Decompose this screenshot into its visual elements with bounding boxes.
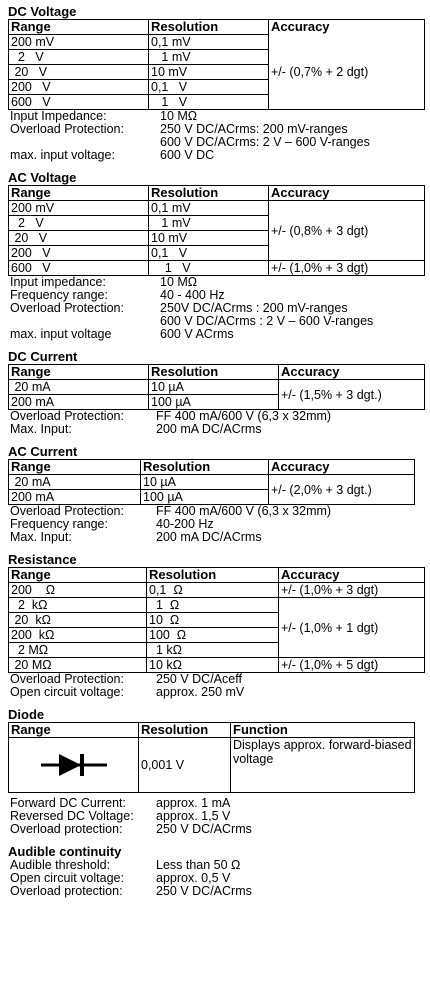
section-title: DC Voltage [8, 4, 77, 19]
header-range: Range [9, 20, 149, 35]
header-range: Range [9, 365, 149, 380]
prop-value: 10 MΩ [160, 275, 198, 289]
prop-key: Reversed DC Voltage: [10, 809, 134, 823]
resolution-cell: 100 µA [149, 395, 279, 410]
prop-key: Overload protection: [10, 884, 123, 898]
continuity-section [8, 844, 424, 898]
dc-current-section [8, 349, 424, 436]
range-cell: 200 kΩ [9, 628, 147, 643]
accuracy-cell: +/- (0,7% + 2 dgt) [269, 35, 425, 110]
header-range: Range [9, 460, 141, 475]
range-cell: 200 mV [9, 35, 149, 50]
range-cell: 200 mA [9, 395, 149, 410]
resolution-cell: 100 µA [141, 490, 269, 505]
prop-row [10, 686, 424, 699]
resolution-cell: 10 kΩ [147, 658, 279, 673]
range-cell [9, 738, 139, 793]
accuracy-cell: +/- (0,8% + 3 dgt) [269, 201, 425, 261]
table-row [9, 380, 425, 395]
resolution-cell: 1 mV [149, 50, 269, 65]
table-row [9, 738, 415, 793]
dc-voltage-props [10, 110, 424, 162]
dc-current-table [8, 364, 425, 410]
prop-value: FF 400 mA/600 V (6,3 x 32mm) [156, 504, 332, 518]
section-title: AC Current [8, 444, 78, 459]
range-cell: 2 V [9, 50, 149, 65]
resolution-cell: 1 V [149, 261, 269, 276]
prop-key: Open circuit voltage: [10, 685, 124, 699]
prop-row [10, 885, 424, 898]
resolution-cell: 1 Ω [147, 598, 279, 613]
prop-value: 200 mA DC/ACrms [156, 422, 262, 436]
prop-key: max. input voltage: [10, 148, 115, 162]
range-cell: 2 V [9, 216, 149, 231]
prop-value: 600 V DC [160, 148, 215, 162]
table-header-row [9, 723, 415, 738]
prop-value: 600 V ACrms [160, 327, 234, 341]
resolution-cell: 1 mV [149, 216, 269, 231]
prop-value: Less than 50 Ω [156, 858, 241, 872]
diode-props [10, 797, 424, 836]
range-cell: 20 V [9, 231, 149, 246]
prop-key: Forward DC Current: [10, 796, 126, 810]
function-cell: Displays approx. forward-biased voltage [231, 738, 415, 793]
prop-row [10, 531, 424, 544]
prop-key: Overload Protection: [10, 504, 124, 518]
resolution-cell: 10 mV [149, 65, 269, 80]
prop-key: Audible threshold: [10, 858, 111, 872]
resolution-cell: 0,1 Ω [147, 583, 279, 598]
accuracy-cell: +/- (1,0% + 1 dgt) [279, 598, 425, 658]
range-cell: 600 V [9, 261, 149, 276]
header-resolution: Resolution [149, 20, 269, 35]
prop-key: Open circuit voltage: [10, 871, 124, 885]
resolution-cell: 1 kΩ [147, 643, 279, 658]
prop-row [10, 423, 424, 436]
resolution-cell: 1 V [149, 95, 269, 110]
prop-value: 250 V DC/Aceff [156, 672, 242, 686]
header-accuracy: Accuracy [269, 186, 425, 201]
header-accuracy: Accuracy [269, 20, 425, 35]
prop-value: approx. 250 mV [156, 685, 245, 699]
dc-voltage-table [8, 19, 425, 110]
prop-value: 250 V DC/ACrms [156, 884, 252, 898]
diode-symbol-icon [39, 750, 109, 780]
resolution-cell: 10 Ω [147, 613, 279, 628]
table-row [9, 583, 425, 598]
prop-key: Frequency range: [10, 288, 108, 302]
section-title: Audible continuity [8, 844, 122, 859]
resolution-cell: 100 Ω [147, 628, 279, 643]
resolution-cell: 0,1 V [149, 80, 269, 95]
prop-row [10, 823, 424, 836]
range-cell: 20 mA [9, 475, 141, 490]
prop-value: 250V DC/ACrms : 200 mV-ranges [160, 301, 348, 315]
range-cell: 2 MΩ [9, 643, 147, 658]
resolution-cell: 0,1 V [149, 246, 269, 261]
table-row [9, 598, 425, 613]
prop-value: 600 V DC/ACrms: 2 V – 600 V-ranges [160, 135, 370, 149]
prop-value: approx. 1 mA [156, 796, 231, 810]
ac-current-props [10, 505, 424, 544]
table-row [9, 475, 415, 490]
prop-value: 250 V DC/ACrms [156, 822, 252, 836]
dc-current-props [10, 410, 424, 436]
range-cell: 20 kΩ [9, 613, 147, 628]
diode-table [8, 722, 415, 793]
section-title: AC Voltage [8, 170, 77, 185]
table-header-row [9, 568, 425, 583]
header-range: Range [9, 186, 149, 201]
prop-key: Overload protection: [10, 822, 123, 836]
prop-key: Frequency range: [10, 517, 108, 531]
range-cell: 20 V [9, 65, 149, 80]
accuracy-cell: +/- (1,0% + 3 dgt) [279, 583, 425, 598]
resolution-cell: 10 µA [149, 380, 279, 395]
resolution-cell: 10 mV [149, 231, 269, 246]
ac-voltage-table [8, 185, 425, 276]
table-row [9, 658, 425, 673]
header-range: Range [9, 568, 147, 583]
diode-section [8, 707, 424, 836]
range-cell: 200 V [9, 246, 149, 261]
prop-value: 10 MΩ [160, 109, 198, 123]
prop-key: max. input voltage [10, 327, 112, 341]
range-cell: 200 mA [9, 490, 141, 505]
prop-value: FF 400 mA/600 V (6,3 x 32mm) [156, 409, 332, 423]
table-header-row [9, 365, 425, 380]
table-row [9, 261, 425, 276]
prop-value: approx. 1,5 V [156, 809, 231, 823]
table-header-row [9, 460, 415, 475]
section-title: DC Current [8, 349, 78, 364]
ac-voltage-section [8, 170, 424, 341]
resistance-section [8, 552, 424, 699]
header-resolution: Resolution [141, 460, 269, 475]
prop-key: Max. Input: [10, 530, 72, 544]
header-resolution: Resolution [147, 568, 279, 583]
header-range: Range [9, 723, 139, 738]
dc-voltage-section [8, 4, 424, 162]
ac-voltage-props [10, 276, 424, 341]
table-row [9, 201, 425, 216]
prop-row [10, 328, 424, 341]
continuity-props [10, 859, 424, 898]
prop-key: Overload Protection: [10, 672, 124, 686]
prop-key: Max. Input: [10, 422, 72, 436]
prop-value: 40 - 400 Hz [160, 288, 225, 302]
prop-key: Overload Protection: [10, 122, 124, 136]
accuracy-cell: +/- (1,0% + 3 dgt) [269, 261, 425, 276]
table-row [9, 35, 425, 50]
prop-row [10, 149, 424, 162]
range-cell: 600 V [9, 95, 149, 110]
resistance-props [10, 673, 424, 699]
table-header-row [9, 20, 425, 35]
header-resolution: Resolution [149, 186, 269, 201]
table-header-row [9, 186, 425, 201]
resolution-cell: 0,1 mV [149, 35, 269, 50]
resolution-cell: 10 µA [141, 475, 269, 490]
prop-value: 200 mA DC/ACrms [156, 530, 262, 544]
header-accuracy: Accuracy [269, 460, 415, 475]
prop-value: 250 V DC/ACrms: 200 mV-ranges [160, 122, 348, 136]
accuracy-cell: +/- (1,5% + 3 dgt.) [279, 380, 425, 410]
ac-current-section [8, 444, 424, 544]
prop-key: Input Impedance: [10, 109, 107, 123]
section-title: Resistance [8, 552, 77, 567]
prop-key: Overload Protection: [10, 301, 124, 315]
resistance-table [8, 567, 425, 673]
accuracy-cell: +/- (2,0% + 3 dgt.) [269, 475, 415, 505]
range-cell: 20 MΩ [9, 658, 147, 673]
header-function: Function [231, 723, 415, 738]
header-resolution: Resolution [149, 365, 279, 380]
resolution-cell: 0,1 mV [149, 201, 269, 216]
prop-value: 40-200 Hz [156, 517, 214, 531]
range-cell: 200 mV [9, 201, 149, 216]
prop-value: 600 V DC/ACrms : 2 V – 600 V-ranges [160, 314, 374, 328]
ac-current-table [8, 459, 415, 505]
header-accuracy: Accuracy [279, 568, 425, 583]
prop-key: Input impedance: [10, 275, 106, 289]
range-cell: 200 Ω [9, 583, 147, 598]
prop-value: approx. 0,5 V [156, 871, 231, 885]
accuracy-cell: +/- (1,0% + 5 dgt) [279, 658, 425, 673]
header-resolution: Resolution [139, 723, 231, 738]
section-title: Diode [8, 707, 45, 722]
range-cell: 200 V [9, 80, 149, 95]
header-accuracy: Accuracy [279, 365, 425, 380]
prop-key: Overload Protection: [10, 409, 124, 423]
range-cell: 20 mA [9, 380, 149, 395]
resolution-cell: 0,001 V [139, 738, 231, 793]
range-cell: 2 kΩ [9, 598, 147, 613]
